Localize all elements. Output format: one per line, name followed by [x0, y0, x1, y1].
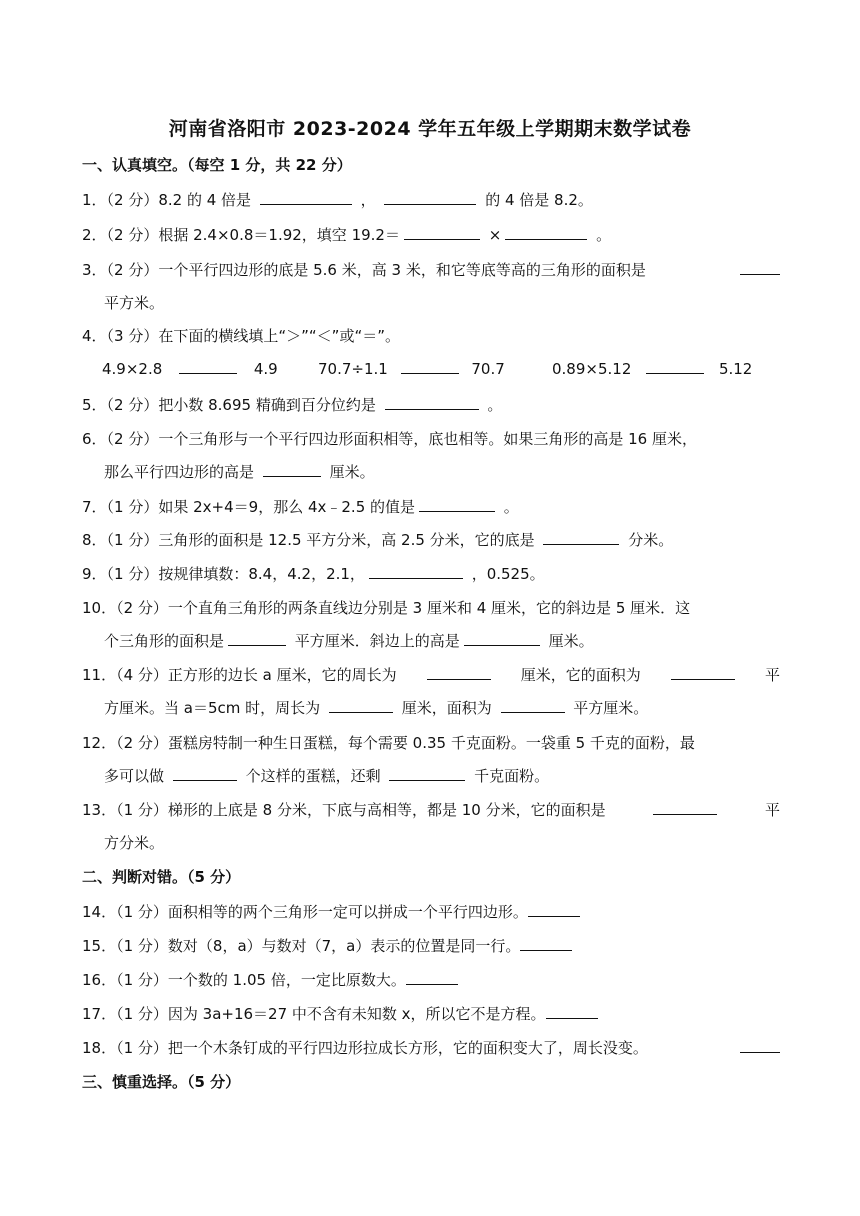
answer-blank[interactable]: [646, 359, 704, 374]
exam-title: 河南省洛阳市 2023-2024 学年五年级上学期期末数学试卷: [168, 118, 692, 140]
answer-blank[interactable]: [369, 564, 463, 579]
question-3-continued: 平方米。: [104, 294, 165, 312]
answer-blank[interactable]: [406, 970, 458, 985]
answer-blank[interactable]: [260, 190, 352, 205]
question-16: 16．（1 分）一个数的 1.05 倍，一定比原数大。: [82, 969, 780, 990]
question-13: 13．（1 分）梯形的上底是 8 分米，下底与高相等，都是 10 分米，它的面积是 平: [82, 801, 780, 819]
section-fill-blanks-heading: 一、认真填空。（每空 1 分，共 22 分）: [82, 156, 352, 174]
question-5: 5．（2 分）把小数 8.695 精确到百分位约是 。: [82, 396, 503, 414]
answer-blank[interactable]: [740, 260, 780, 275]
question-4: 4．（3 分）在下面的横线填上“＞”“＜”或“＝”。: [82, 327, 400, 345]
answer-blank[interactable]: [528, 902, 580, 917]
answer-blank[interactable]: [427, 665, 491, 680]
answer-blank[interactable]: [329, 698, 393, 713]
answer-blank[interactable]: [520, 936, 572, 951]
answer-blank[interactable]: [505, 225, 587, 240]
answer-blank[interactable]: [263, 462, 321, 477]
question-12-continued: 多可以做 个这样的蛋糕，还剩 千克面粉。: [104, 767, 550, 785]
question-9: 9．（1 分）按规律填数：8.4，4.2，2.1， ，0.525。: [82, 565, 545, 583]
question-1: 1．（2 分）8.2 的 4 倍是 ， 的 4 倍是 8.2。: [82, 191, 593, 209]
answer-blank[interactable]: [385, 395, 479, 410]
answer-blank[interactable]: [653, 800, 717, 815]
answer-blank[interactable]: [179, 359, 237, 374]
question-3: 3．（2 分）一个平行四边形的底是 5.6 米，高 3 米，和它等底等高的三角形的面积是: [82, 259, 780, 280]
answer-blank[interactable]: [740, 1038, 780, 1053]
answer-blank[interactable]: [671, 665, 735, 680]
question-7: 7．（1 分）如果 2x+4＝9，那么 4x﹣2.5 的值是 。: [82, 498, 519, 516]
answer-blank[interactable]: [419, 497, 495, 512]
answer-blank[interactable]: [401, 359, 459, 374]
question-2: 2．（2 分）根据 2.4×0.8＝1.92，填空 19.2＝ × 。: [82, 226, 612, 244]
answer-blank[interactable]: [543, 530, 619, 545]
answer-blank[interactable]: [384, 190, 476, 205]
compare-item-2: 70.7÷1.1 70.7: [318, 360, 505, 378]
answer-blank[interactable]: [464, 631, 540, 646]
question-11-continued: 方厘米。当 a＝5cm 时，周长为 厘米，面积为 平方厘米。: [104, 699, 649, 717]
answer-blank[interactable]: [501, 698, 565, 713]
section-multiple-choice-heading: 三、慎重选择。（5 分）: [82, 1073, 241, 1091]
question-12: 12．（2 分）蛋糕房特制一种生日蛋糕，每个需要 0.35 千克面粉。一袋重 5 千克的面粉，最: [82, 734, 695, 752]
question-14: 14．（1 分）面积相等的两个三角形一定可以拼成一个平行四边形。: [82, 901, 780, 922]
answer-blank[interactable]: [173, 766, 237, 781]
question-11: 11．（4 分）正方形的边长 a 厘米，它的周长为 厘米，它的面积为 平: [82, 666, 780, 684]
compare-item-3: 0.89×5.12 5.12: [552, 360, 753, 378]
question-6-continued: 那么平行四边形的高是 厘米。: [104, 463, 375, 481]
question-18: 18．（1 分）把一个木条钉成的平行四边形拉成长方形，它的面积变大了，周长没变。: [82, 1037, 780, 1058]
question-6: 6．（2 分）一个三角形与一个平行四边形面积相等，底也相等。如果三角形的高是 16 厘米，: [82, 430, 697, 448]
compare-item-1: 4.9×2.8 4.9: [102, 360, 278, 378]
answer-blank[interactable]: [546, 1004, 598, 1019]
question-10: 10．（2 分）一个直角三角形的两条直线边分别是 3 厘米和 4 厘米，它的斜边是 5 厘米．这: [82, 599, 691, 617]
answer-blank[interactable]: [389, 766, 465, 781]
answer-blank[interactable]: [228, 631, 286, 646]
question-15: 15．（1 分）数对（8，a）与数对（7，a）表示的位置是同一行。: [82, 935, 780, 956]
answer-blank[interactable]: [404, 225, 480, 240]
section-true-false-heading: 二、判断对错。（5 分）: [82, 868, 241, 886]
question-10-continued: 个三角形的面积是 平方厘米．斜边上的高是 厘米。: [104, 632, 594, 650]
question-8: 8．（1 分）三角形的面积是 12.5 平方分米，高 2.5 分米，它的底是 分米。: [82, 531, 674, 549]
question-13-continued: 方分米。: [104, 834, 165, 852]
question-17: 17．（1 分）因为 3a+16＝27 中不含有未知数 x，所以它不是方程。: [82, 1003, 780, 1024]
